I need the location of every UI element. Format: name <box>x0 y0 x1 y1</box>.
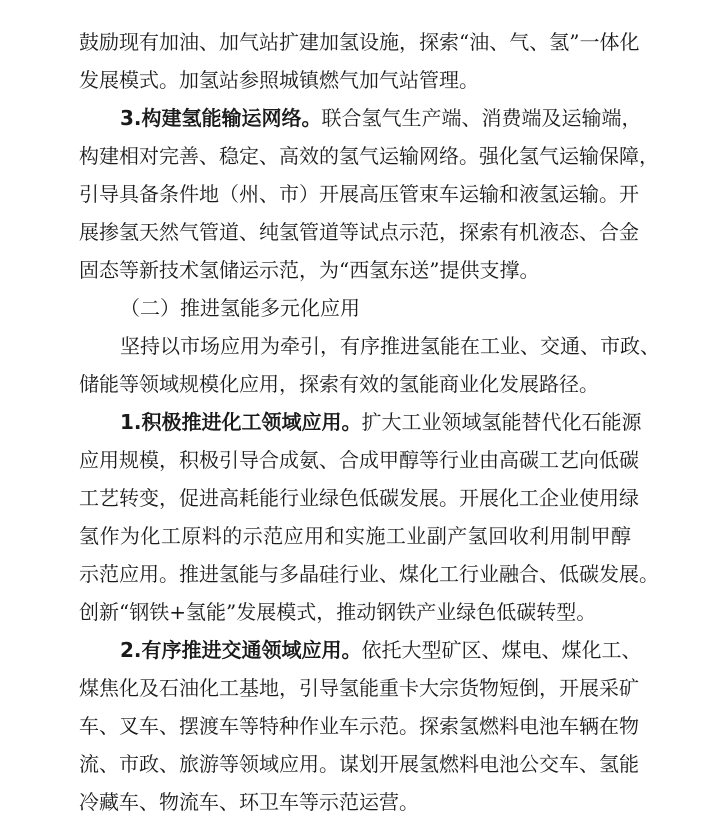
text-line: 储能等领域规模化应用，探索有效的氢能商业化发展路径。 <box>79 372 599 396</box>
text-line: 应用规模，积极引导合成氨、合成甲醇等行业由高碳工艺向低碳 <box>79 448 639 472</box>
section-2-heading: 2.有序推进交通领域应用。 <box>120 638 362 662</box>
text-line: 流、市政、旅游等领域应用。谋划开展氢燃料电池公交车、氢能 <box>79 752 639 776</box>
section-3-lead-text: 联合氢气生产端、消费端及运输端， <box>321 106 642 130</box>
text-line: 坚持以市场应用为牵引，有序推进氢能在工业、交通、市政、 <box>120 334 660 358</box>
text-line: 冷藏车、物流车、环卫车等示范运营。 <box>79 790 419 814</box>
section-1-lead-text: 扩大工业领域氢能替代化石能源 <box>361 410 642 434</box>
text-line: 车、叉车、摆渡车等特种作业车示范。探索氢燃料电池车辆在物 <box>79 714 639 738</box>
text-line: 创新“钢铁+氢能”发展模式，推动钢铁产业绿色低碳转型。 <box>79 600 597 624</box>
subsection-title: （二）推进氢能多元化应用 <box>120 296 360 320</box>
text-line: 煤焦化及石油化工基地，引导氢能重卡大宗货物短倒，开展采矿 <box>79 676 639 700</box>
text-line: 发展模式。加氢站参照城镇燃气加气站管理。 <box>79 68 479 92</box>
section-2-heading-line <box>120 631 642 669</box>
section-1-heading-line <box>120 403 642 441</box>
text-line: 展掺氢天然气管道、纯氢管道等试点示范，探索有机液态、合金 <box>79 220 639 244</box>
section-3-heading: 3.构建氢能输运网络。 <box>120 106 322 130</box>
section-2-lead-text: 依托大型矿区、煤电、煤化工、 <box>361 638 642 662</box>
section-3-heading-line <box>120 99 642 137</box>
text-line: 鼓励现有加油、加气站扩建加氢设施，探索“油、气、氢”一体化 <box>79 30 640 54</box>
section-1-heading: 1.积极推进化工领域应用。 <box>120 410 362 434</box>
text-line: 示范应用。推进氢能与多晶硅行业、煤化工行业融合、低碳发展。 <box>79 562 659 586</box>
text-line: 工艺转变，促进高耗能行业绿色低碳发展。开展化工企业使用绿 <box>79 486 639 510</box>
text-line: 构建相对完善、稳定、高效的氢气运输网络。强化氢气运输保障， <box>79 144 659 168</box>
text-line: 固态等新技术氢储运示范，为“西氢东送”提供支撑。 <box>79 258 540 282</box>
text-line: 引导具备条件地（州、市）开展高压管束车运输和液氢运输。开 <box>79 182 639 206</box>
text-line: 氢作为化工原料的示范应用和实施工业副产氢回收利用制甲醇 <box>79 524 631 548</box>
